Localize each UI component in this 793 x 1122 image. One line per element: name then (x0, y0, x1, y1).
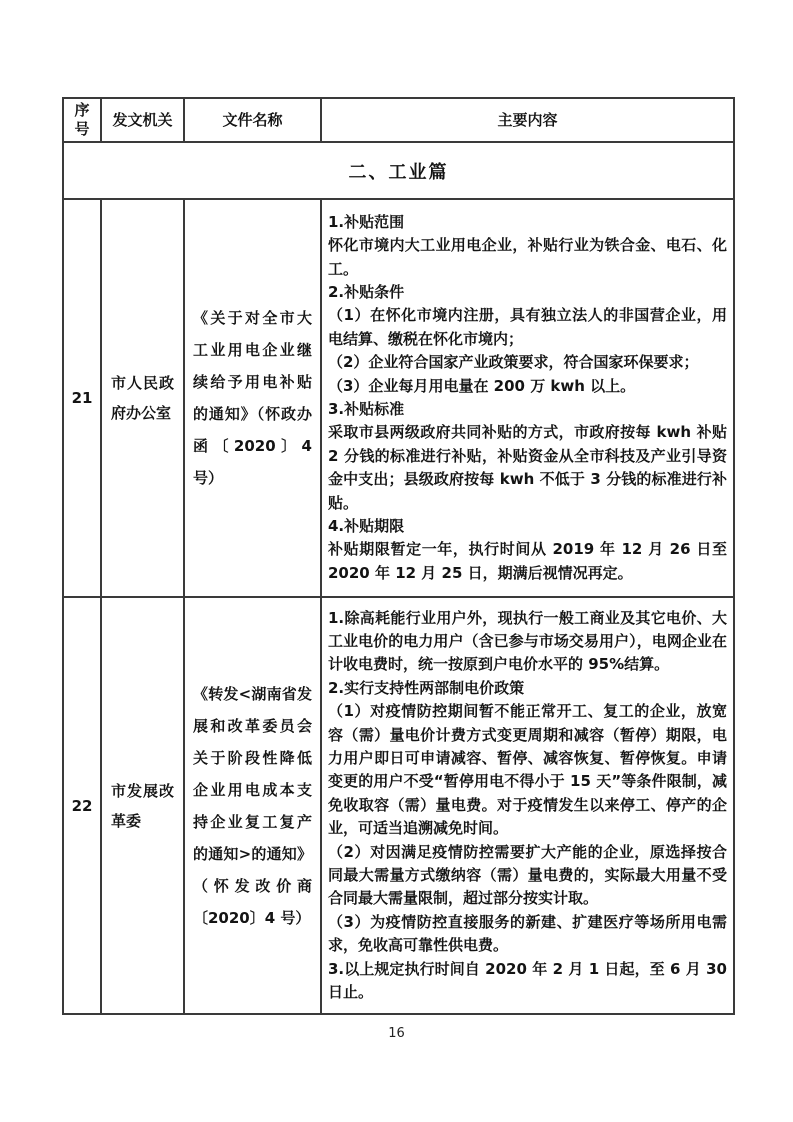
content-paragraph: 3.补贴标准 (328, 400, 405, 418)
content-paragraph: （3）企业每月用电量在 200 万 kwh 以上。 (328, 376, 636, 395)
content-paragraph: 3.以上规定执行时间自 2020 年 2 月 1 日起，至 6 月 30 日止。 (328, 959, 727, 1002)
content-paragraph: 采取市县两级政府共同补贴的方式，市政府按每 kwh 补贴 2 分钱的标准进行补贴，补贴资金从全市科技及产业引导资金中支出；县级政府按每 kwh 不低于 3 分钱的标准进行补贴。 (328, 423, 727, 512)
issuing-agency: 市人民政府办公室 (101, 199, 184, 597)
table-row (63, 597, 734, 1014)
content-paragraph: 1.补贴范围 (328, 212, 405, 231)
content-paragraph: （2）对因满足疫情防控需要扩大产能的企业，原选择按合同最大需量方式缴纳容（需）量电费的，实际最大用量不受合同最大需量限制，超过部分按实计取。 (328, 842, 727, 908)
policy-table (62, 97, 735, 1015)
row-number: 21 (63, 199, 101, 597)
content-paragraph: 1.除高耗能行业用户外，现执行一般工商业及其它电价、大工业电价的电力用户（含已参与市场交易用户），电网企业在计收电费时，统一按原到户电价水平的 95%结算。 (328, 608, 727, 674)
issuing-agency: 市发展改革委 (101, 597, 184, 1014)
content-paragraph: （1）对疫情防控期间暂不能正常开工、复工的企业，放宽容（需）量电价计费方式变更周期和减容（暂停）期限，电力用户即日可申请减容、暂停、减容恢复、暂停恢复。申请变更的用户不受“暂停用电不得小于 15 天”等条件限制，减免收取容（需）量电费。对于疫情发生以来停工、停产的企业，可适当追溯减免时间。 (328, 702, 727, 838)
section-title: 二、工业篇 (63, 142, 734, 199)
content-paragraph: 怀化市境内大工业用电企业，补贴行业为铁合金、电石、化工。 (328, 236, 727, 278)
header-cell-main-content: 主要内容 (321, 98, 734, 142)
page-number: 16 (388, 1026, 405, 1041)
content-paragraph: 2.实行支持性两部制电价政策 (328, 678, 525, 697)
content-paragraph: 2.补贴条件 (328, 282, 405, 301)
table-header-row (63, 98, 734, 142)
header-cell-doc-name: 文件名称 (184, 98, 321, 142)
content-paragraph: 4.补贴期限 (328, 517, 405, 536)
header-cell-agency: 发文机关 (101, 98, 184, 142)
main-content (321, 199, 734, 597)
row-number: 22 (63, 597, 101, 1014)
table-row (63, 199, 734, 597)
header-cell-number: 序号 (63, 98, 101, 142)
section-title-row (63, 142, 734, 199)
content-paragraph: 补贴期限暂定一年，执行时间从 2019 年 12 月 26 日至 2020 年 12 月 25 日，期满后视情况再定。 (328, 540, 727, 582)
content-paragraph: （1）在怀化市境内注册，具有独立法人的非国营企业，用电结算、缴税在怀化市境内； (328, 306, 727, 348)
content-paragraph: （3）为疫情防控直接服务的新建、扩建医疗等场所用电需求，免收高可靠性供电费。 (328, 912, 727, 955)
document-name: 《转发<湖南省发展和改革委员会关于阶段性降低企业用电成本支持企业复工复产的通知>的通知》（怀发改价商〔2020〕4 号） (184, 597, 321, 1014)
document-name: 《关于对全市大工业用电企业继续给予用电补贴的通知》（怀政办函〔2020〕4 号） (184, 199, 321, 597)
content-paragraph: （2）企业符合国家产业政策要求，符合国家环保要求； (328, 353, 699, 372)
main-content (321, 597, 734, 1014)
